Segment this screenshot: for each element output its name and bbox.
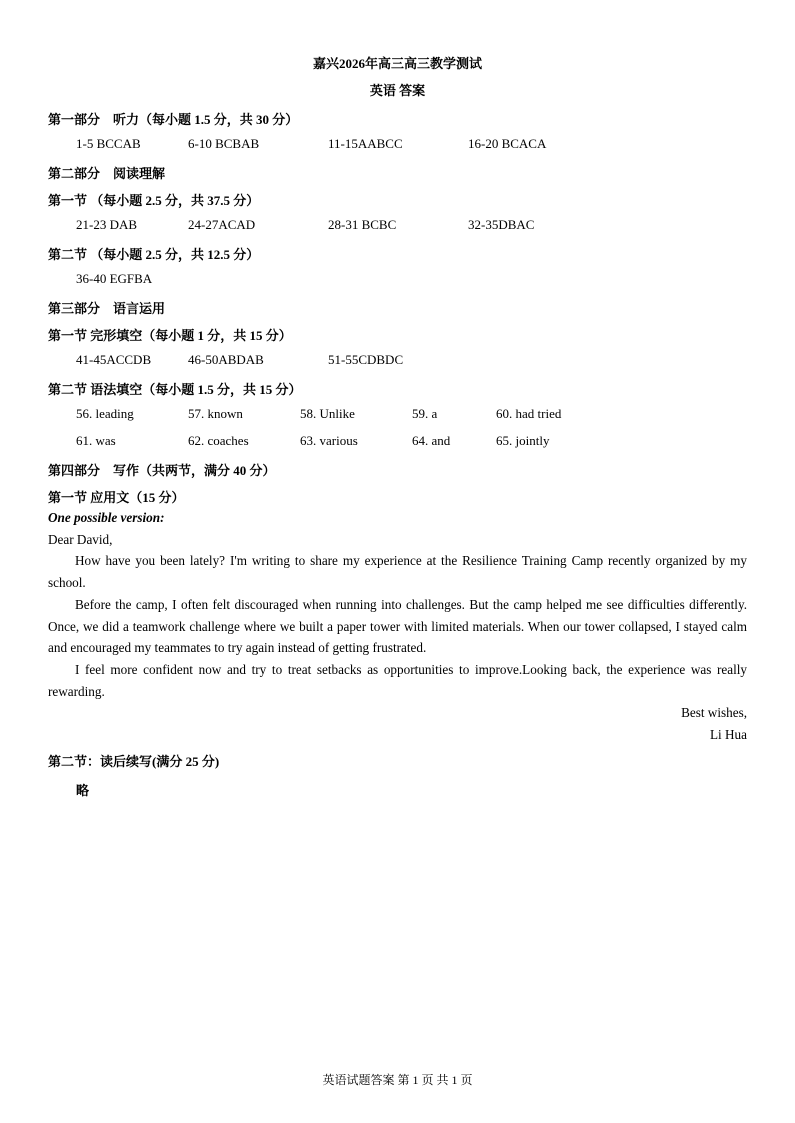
answer-item: 36-40 EGFBA: [76, 271, 153, 286]
answer-item: 63. various: [300, 433, 358, 448]
answer-item: 51-55CDBDC: [328, 352, 404, 367]
letter-greeting: Dear David,: [48, 531, 113, 547]
part2-section1-heading: 第一节 （每小题 2.5 分，共 37.5 分）: [48, 193, 260, 208]
section-omitted-note: 略: [76, 783, 90, 798]
letter-closing: Best wishes,: [681, 705, 747, 721]
document-title: 嘉兴2026年高三高三教学测试: [312, 56, 482, 71]
part1-heading: 第一部分 听力（每小题 1.5 分，共 30 分）: [48, 112, 299, 127]
part4-section1-heading: 第一节 应用文（15 分）: [48, 490, 185, 505]
letter-paragraph: I feel more confident now and try to treat setbacks as opportunities to improve.Looking back, the experience was really rewarding.: [48, 661, 747, 699]
part2-heading: 第二部分 阅读理解: [48, 166, 166, 181]
part3-section1-heading: 第一节 完形填空（每小题 1 分，共 15 分）: [48, 328, 292, 343]
answer-item: 6-10 BCBAB: [188, 136, 260, 151]
letter-signature: Li Hua: [710, 727, 747, 743]
letter-paragraph: How have you been lately? I'm writing to share my experience at the Resilience Training Camp recently organized by my school.: [48, 553, 747, 591]
answer-item: 32-35DBAC: [468, 217, 535, 232]
answer-item: 64. and: [412, 433, 451, 448]
answer-item: 24-27ACAD: [188, 217, 256, 232]
document-subtitle: 英语 答案: [369, 83, 426, 98]
answer-item: 61. was: [76, 433, 116, 448]
answer-item: 57. known: [188, 406, 243, 421]
answer-item: 62. coaches: [188, 433, 249, 448]
sample-letter: [48, 507, 747, 746]
page-footer: 英语试题答案 第 1 页 共 1 页: [322, 1073, 473, 1087]
answer-item: 60. had tried: [496, 406, 562, 421]
answer-item: 59. a: [412, 406, 438, 421]
answer-item: 1-5 BCCAB: [76, 136, 141, 151]
answer-item: 11-15AABCC: [328, 136, 403, 151]
part4-section2-heading: 第二节：读后续写(满分 25 分): [48, 754, 220, 769]
part4-heading: 第四部分 写作（共两节，满分 40 分）: [48, 463, 276, 478]
answer-item: 46-50ABDAB: [188, 352, 264, 367]
answer-item: 28-31 BCBC: [328, 217, 397, 232]
answer-item: 65. jointly: [496, 433, 550, 448]
answer-item: 21-23 DAB: [76, 217, 138, 232]
answer-item: 56. leading: [76, 406, 134, 421]
version-label: One possible version:: [48, 510, 165, 525]
part3-heading: 第三部分 语言运用: [48, 301, 166, 316]
answer-item: 58. Unlike: [300, 406, 355, 421]
letter-paragraph: Before the camp, I often felt discouraged when running into challenges. But the camp helped me see difficulties differently. Once, we did a teamwork challenge where we built a paper tower with limited materials. When our tower collapsed, I stayed calm and encouraged my teammates to try again instead of getting frustrated.: [48, 596, 747, 656]
answer-item: 41-45ACCDB: [76, 352, 152, 367]
answer-item: 16-20 BCACA: [468, 136, 547, 151]
part3-section2-heading: 第二节 语法填空（每小题 1.5 分，共 15 分）: [48, 382, 302, 397]
part2-section2-heading: 第二节 （每小题 2.5 分，共 12.5 分）: [48, 247, 260, 262]
